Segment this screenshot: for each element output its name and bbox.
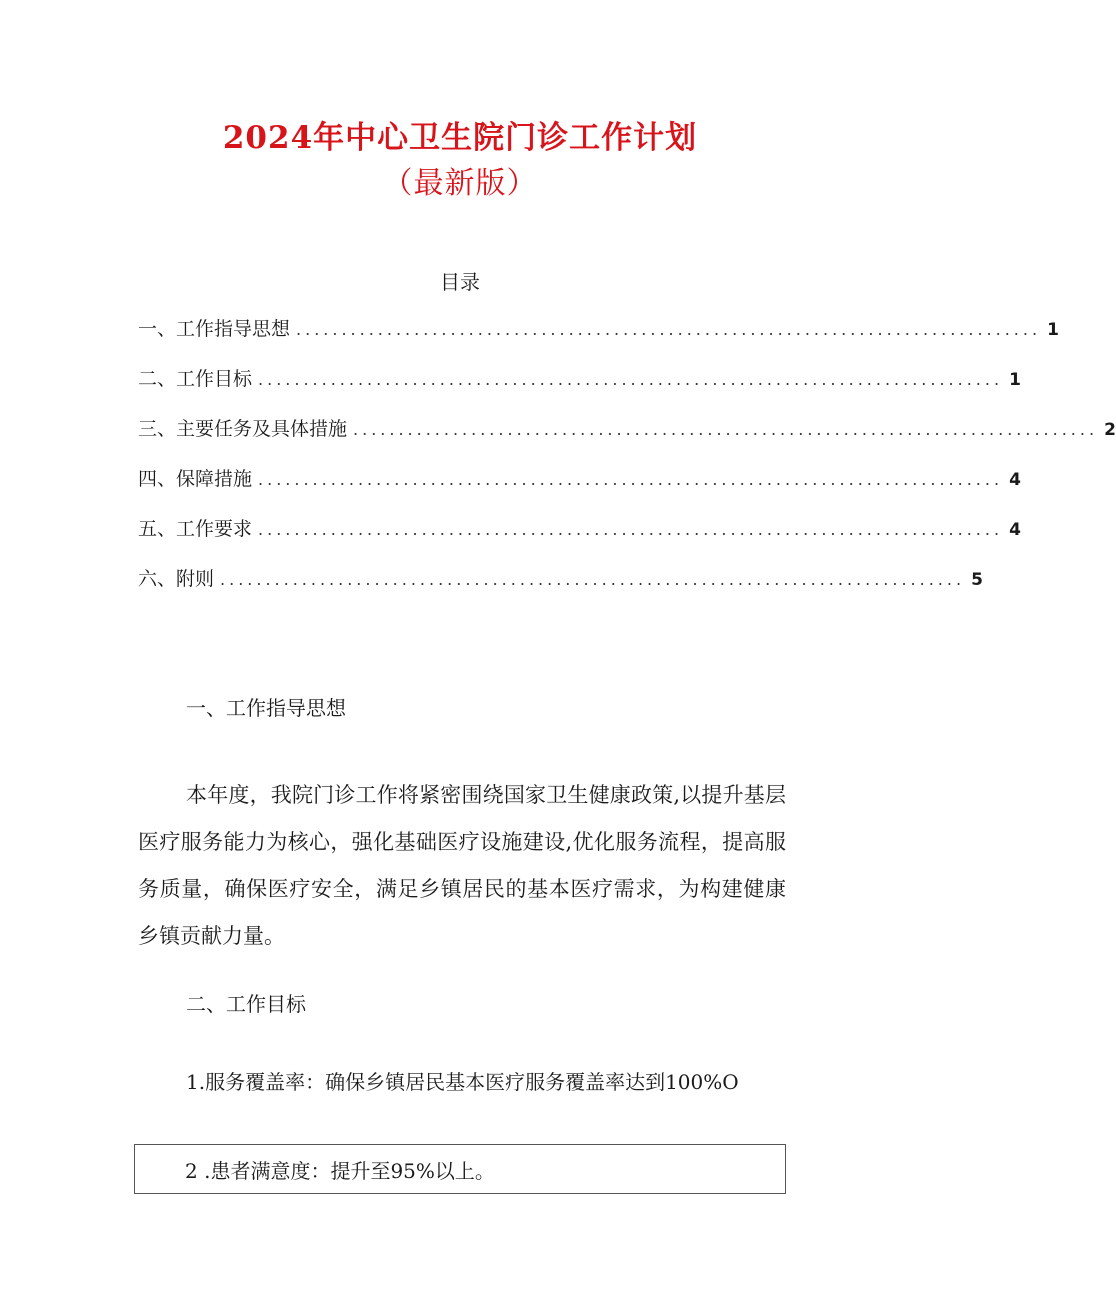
toc-entry-label: 二、工作目标 xyxy=(138,368,253,390)
document-subtitle: （最新版） xyxy=(382,166,538,201)
toc-entry[interactable] xyxy=(138,514,1021,564)
toc-entry-page: 4 xyxy=(1009,470,1021,490)
toc-entry[interactable] xyxy=(138,464,1021,514)
goal-item-coverage: 1.服务覆盖率：确保乡镇居民基本医疗服务覆盖率达到100%O xyxy=(186,1070,739,1094)
toc-entry-label: 一、工作指导思想 xyxy=(138,318,291,340)
toc-entry[interactable] xyxy=(138,364,1021,414)
section-heading-goals: 二、工作目标 xyxy=(186,992,306,1016)
toc-leader-dots: .................................................................................. xyxy=(220,570,966,589)
toc-entry-label: 四、保障措施 xyxy=(138,468,253,490)
document-title: 2024年中心卫生院门诊工作计划 xyxy=(222,120,698,156)
toc-entry-label: 六、附则 xyxy=(138,568,215,590)
table-of-contents xyxy=(138,314,1116,614)
toc-leader-dots: .................................................................................. xyxy=(258,370,1004,389)
toc-leader-dots: .................................................................................. xyxy=(258,520,1004,539)
toc-leader-dots: .................................................................................. xyxy=(258,470,1004,489)
toc-entry-page: 1 xyxy=(1009,370,1021,390)
toc-leader-dots: .................................................................................. xyxy=(353,420,1099,439)
section-heading-guiding-thought: 一、工作指导思想 xyxy=(186,696,346,720)
toc-entry-label: 三、主要任务及具体措施 xyxy=(138,418,348,440)
highlight-box xyxy=(134,1144,786,1194)
toc-entry-page: 4 xyxy=(1009,520,1021,540)
toc-entry-label: 五、工作要求 xyxy=(138,518,253,540)
toc-entry[interactable] xyxy=(138,314,1059,364)
toc-leader-dots: .................................................................................. xyxy=(296,320,1042,339)
toc-entry[interactable] xyxy=(138,564,983,614)
toc-entry-page: 2 xyxy=(1104,420,1116,440)
toc-heading: 目录 xyxy=(440,270,480,294)
goal-item-satisfaction: 2 .患者满意度：提升至95%以上。 xyxy=(185,1159,495,1183)
guiding-thought-paragraph: 本年度，我院门诊工作将紧密围绕国家卫生健康政策,以提升基层医疗服务能力为核心，强化基础医疗设施建设,优化服务流程，提高服务质量，确保医疗安全，满足乡镇居民的基本医疗需求，为构建健康乡镇贡献力量。 xyxy=(138,783,786,948)
toc-entry-page: 1 xyxy=(1047,320,1059,340)
toc-entry[interactable] xyxy=(138,414,1116,464)
toc-entry-page: 5 xyxy=(971,570,983,590)
